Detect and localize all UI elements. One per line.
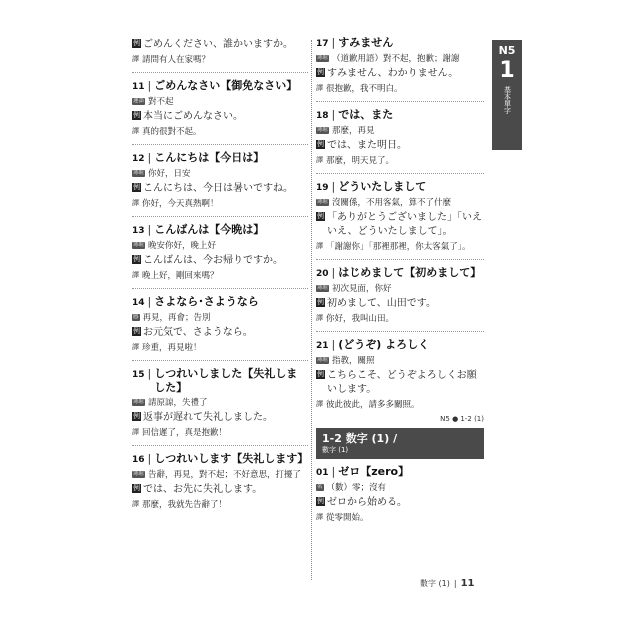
line-text: 本当にごめんなさい。 (143, 111, 243, 122)
entry-word: こんにちは【今日は】 (154, 151, 265, 164)
translation-line (316, 155, 484, 167)
translation-line (316, 313, 484, 325)
line-text: （道歉用語）對不起，抱歉；謝謝 (332, 54, 460, 64)
entry-divider (316, 331, 484, 332)
line-text: 回信遲了，真是抱歉！ (142, 428, 228, 438)
translation-line (132, 342, 308, 354)
translation-icon: 譯 (132, 271, 139, 279)
line-text: では、お先に失礼します。 (143, 484, 263, 495)
line-text: 請問有人在家嗎？ (142, 55, 211, 65)
line-text: 珍重，再見啦！ (142, 343, 202, 353)
meaning-line (132, 469, 308, 481)
entry-word: では、また (338, 108, 394, 121)
entry-header (132, 79, 308, 94)
entry-word: ごめんなさい【御免なさい】 (154, 79, 298, 92)
line-text: 請原諒，失禮了 (148, 398, 208, 408)
entry-divider (316, 101, 484, 102)
translation-icon: 譯 (316, 242, 323, 250)
line-text: 指教，關照 (332, 356, 375, 366)
entry-word: こんばんは【今晩は】 (154, 223, 265, 236)
translation-icon: 譯 (132, 343, 139, 351)
meaning-line (132, 240, 308, 252)
page-number: 11 (460, 578, 475, 589)
entry-number: 14 (132, 298, 145, 308)
example-line (316, 139, 484, 153)
right-entries (316, 36, 484, 411)
example-icon: 例 (317, 497, 324, 505)
entry-header (316, 108, 484, 123)
line-text: 那麼，明天見了。 (326, 156, 395, 166)
chapter-side-tab (492, 40, 522, 150)
line-text: こんばんは、今お帰りですか。 (143, 255, 283, 266)
entry-divider (132, 144, 308, 145)
entry-word: しつれいします【失礼します】 (154, 452, 309, 465)
line-text: ゼロから始める。 (327, 497, 407, 508)
entry-divider (132, 216, 308, 217)
example-line (132, 182, 308, 196)
line-text: 沒關係，不用客氣，算不了什麼 (332, 198, 452, 208)
example-line (132, 254, 308, 268)
entry-header (316, 180, 484, 195)
line-text: すみません、わかりません。 (327, 68, 459, 79)
entry-header (316, 465, 484, 480)
vocab-entry (316, 180, 484, 253)
entry-bar: | (147, 452, 152, 465)
line-text: 對不起 (148, 97, 174, 107)
right-column (316, 36, 484, 524)
example-line (132, 326, 308, 340)
line-text: 再見，再會；告別 (142, 313, 211, 323)
entry-header (132, 452, 308, 467)
example-line (316, 211, 484, 239)
entry-bar: | (331, 465, 336, 478)
entry-bar: | (331, 266, 336, 279)
entry-bar: | (331, 108, 336, 121)
translation-icon: 譯 (316, 400, 323, 408)
part-of-speech-tag: 寒暄 (133, 242, 145, 248)
translation-line (132, 126, 308, 138)
line-text: 告辭，再見，對不起；不好意思，打擾了 (148, 470, 302, 480)
vocab-entry (132, 295, 308, 354)
translation-line (316, 241, 484, 253)
entry-header (132, 223, 308, 238)
part-of-speech-tag: 名 (317, 484, 323, 490)
example-line (316, 297, 484, 311)
part-of-speech-tag: 連語 (133, 98, 145, 104)
level-label: N5 (498, 44, 516, 57)
meaning-line (316, 197, 484, 209)
translation-line (316, 83, 484, 95)
example-icon: 例 (133, 255, 140, 263)
translation-icon: 譯 (132, 500, 139, 508)
line-text: 彼此彼此，請多多關照。 (326, 400, 420, 410)
vocab-entry (132, 367, 308, 439)
example-icon: 例 (317, 68, 324, 76)
part-of-speech-tag: 寒暄 (133, 399, 145, 405)
part-of-speech-tag: 感 (133, 314, 139, 320)
meaning-line (316, 125, 484, 137)
translation-icon: 譯 (316, 513, 323, 521)
entry-word: さよなら･さようなら (154, 295, 259, 308)
line-text: 那麼，再見 (332, 126, 375, 136)
entry-word: ゼロ【zero】 (338, 465, 410, 478)
example-line (132, 110, 308, 124)
entry-header (132, 367, 308, 395)
entry-number: 20 (316, 269, 329, 279)
entry-header (132, 295, 308, 310)
line-text: 你好，今天真熱啊！ (142, 199, 219, 209)
meaning-line (132, 168, 308, 180)
vocab-entry (316, 266, 484, 325)
meaning-line (316, 482, 484, 494)
vocab-entry (316, 338, 484, 411)
translation-line (132, 499, 308, 511)
entry-header (316, 266, 484, 281)
translation-icon: 譯 (316, 314, 323, 322)
translation-icon: 譯 (316, 156, 323, 164)
example-icon: 例 (317, 298, 324, 306)
entry-word: はじめまして【初めまして】 (338, 266, 482, 279)
vocab-entry (132, 79, 308, 138)
entry-word: (どうぞ) よろしく (338, 338, 430, 351)
entry-number: 18 (316, 111, 329, 121)
entry-bar: | (147, 223, 152, 236)
entry-number: 17 (316, 39, 329, 49)
part-of-speech-tag: 寒暄 (317, 285, 329, 291)
example-line (132, 411, 308, 425)
vocab-entry (316, 465, 484, 524)
line-text: 你好，日安 (148, 169, 191, 179)
translation-line (316, 512, 484, 524)
part-of-speech-tag: 寒暄 (133, 471, 145, 477)
part-of-speech-tag: 寒暄 (317, 357, 329, 363)
meaning-line (132, 96, 308, 108)
translation-icon: 譯 (132, 199, 139, 207)
translation-line (132, 54, 308, 66)
translation-icon: 譯 (132, 127, 139, 135)
page-footer (420, 578, 475, 589)
section-header (316, 428, 484, 459)
line-text: 「ありがとうございました」「いえいえ、どういたしまして」。 (327, 212, 482, 237)
line-text: 真的很對不起。 (142, 127, 202, 137)
section-reference: N5 ● 1-2 (1) (440, 415, 484, 423)
meaning-line (132, 397, 308, 409)
vocab-entry (316, 108, 484, 167)
vocab-entry (132, 223, 308, 282)
line-text: 晚上好，剛回來嗎？ (142, 271, 219, 281)
entry-word: すみません (338, 36, 394, 49)
part-of-speech-tag: 寒暄 (317, 199, 329, 205)
line-text: こんにちは、今日は暑いですね。 (143, 183, 293, 194)
translation-line (132, 427, 308, 439)
line-text: （數）零；沒有 (326, 483, 387, 493)
entry-bar: | (147, 151, 152, 164)
line-text: 從零開始。 (326, 513, 369, 523)
entry-bar: | (147, 79, 152, 92)
entry-number: 11 (132, 82, 145, 92)
line-text: 初めまして、山田です。 (327, 298, 436, 309)
example-line (316, 369, 484, 397)
example-icon: 例 (133, 412, 140, 420)
vocab-entry (132, 151, 308, 210)
example-icon: 例 (317, 140, 324, 148)
section-subtitle: 數字 (1) (322, 446, 349, 454)
vocab-entry (132, 452, 308, 511)
translation-line (132, 270, 308, 282)
entry-divider (316, 259, 484, 260)
entry-divider (132, 360, 308, 361)
example-line (316, 67, 484, 81)
example-icon: 例 (133, 327, 140, 335)
entry-number: 21 (316, 341, 329, 351)
part-of-speech-tag: 寒暄 (317, 127, 329, 133)
chapter-title: 基本單字 (503, 86, 512, 114)
line-text: 很抱歉，我不明白。 (326, 84, 403, 94)
translation-icon: 譯 (316, 84, 323, 92)
line-text: ごめんください、誰かいますか。 (143, 39, 293, 50)
entry-word: どういたしまして (338, 180, 427, 193)
line-text: 你好，我叫山田。 (326, 314, 395, 324)
entry-divider (132, 72, 308, 73)
line-text: 那麼，我就先告辭了！ (142, 500, 228, 510)
example-icon: 例 (133, 39, 140, 47)
line-text: こちらこそ、どうぞよろしくお願いします。 (327, 370, 477, 395)
translation-icon: 譯 (132, 428, 139, 436)
line-text: 初次見面，你好 (332, 284, 392, 294)
example-line (316, 496, 484, 510)
entry-bar: | (331, 36, 336, 49)
entry-header (132, 151, 308, 166)
entry-header (316, 338, 484, 353)
part-of-speech-tag: 寒暄 (317, 55, 329, 61)
footer-separator: | (453, 579, 457, 588)
column-divider (311, 40, 312, 580)
meaning-line (316, 283, 484, 295)
section-title: 1-2 数字 (1) / (322, 432, 398, 445)
line-text: では、また明日。 (327, 140, 407, 151)
translation-line (316, 399, 484, 411)
entry-bar: | (331, 338, 336, 351)
example-icon: 例 (133, 183, 140, 191)
example-icon: 例 (317, 212, 324, 220)
entry-divider (316, 173, 484, 174)
section-entries (316, 465, 484, 524)
entry-bar: | (331, 180, 336, 193)
entry-bar: | (147, 295, 152, 308)
entry-number: 15 (132, 370, 145, 380)
line-text: 返事が遅れて失礼しました。 (143, 412, 273, 423)
example-line (132, 38, 308, 52)
example-icon: 例 (133, 111, 140, 119)
left-column (132, 36, 308, 511)
chapter-number: 1 (499, 58, 515, 83)
line-text: 「謝謝你」「那裡那裡，你太客氣了」。 (326, 242, 471, 252)
entry-word: しつれいしました【失礼しました】 (154, 367, 298, 394)
entry-bar: | (147, 367, 152, 380)
entry-number: 19 (316, 183, 329, 193)
line-text: お元気で、さようなら。 (143, 327, 253, 338)
entry-number: 13 (132, 226, 145, 236)
entry-header (316, 36, 484, 51)
entry-divider (132, 288, 308, 289)
part-of-speech-tag: 寒暄 (133, 170, 145, 176)
entry-divider (132, 445, 308, 446)
example-line (132, 483, 308, 497)
meaning-line (132, 312, 308, 324)
entry-number: 16 (132, 455, 145, 465)
line-text: 晚安你好，晚上好 (148, 241, 217, 251)
vocab-entry (316, 36, 484, 95)
entry-number: 01 (316, 468, 329, 478)
meaning-line (316, 355, 484, 367)
example-icon: 例 (317, 370, 324, 378)
translation-line (132, 198, 308, 210)
entry-number: 12 (132, 154, 145, 164)
footer-label: 數字 (1) (420, 579, 450, 588)
vocab-entry (132, 38, 308, 66)
example-icon: 例 (133, 484, 140, 492)
meaning-line (316, 53, 484, 65)
translation-icon: 譯 (132, 55, 139, 63)
